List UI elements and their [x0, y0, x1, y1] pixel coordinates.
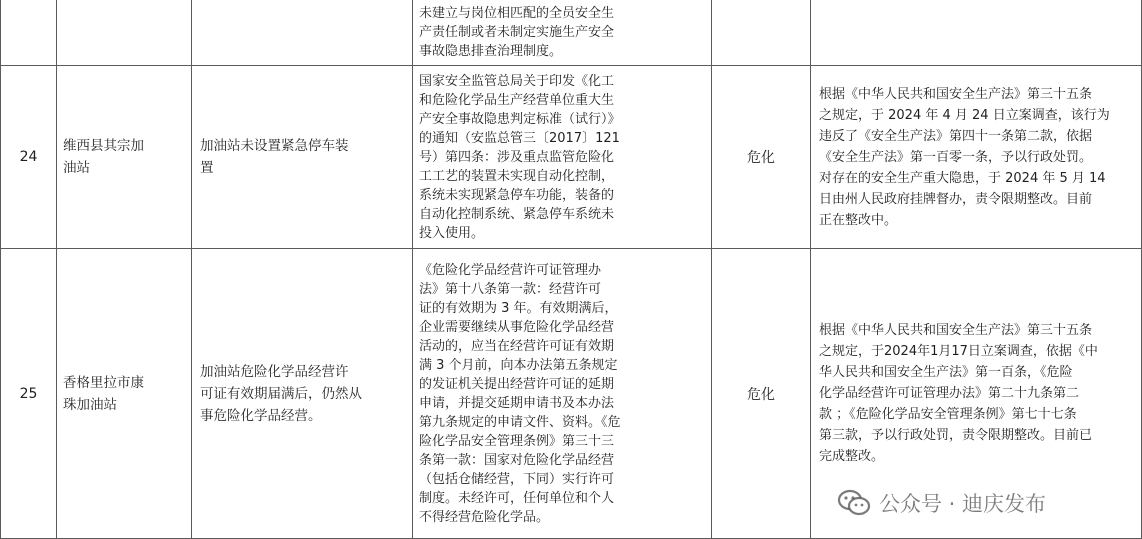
basis-line: 国家安全监管总局关于印发《化工 [419, 73, 615, 89]
basis-line: 投入使用。 [419, 225, 485, 241]
table-row [1, 0, 1142, 66]
unit-line: 香格里拉市康 [63, 374, 144, 391]
basis-line: 证的有效期为 3 年。有效期满后， [419, 300, 618, 316]
category-cell: 危化 [712, 66, 811, 249]
unit-line: 维西县其宗加 [63, 138, 144, 154]
penalty-line: 正在整改中。 [819, 212, 898, 228]
legal-basis-cell [413, 249, 712, 539]
issue-line: 事危险化学品经营。 [200, 407, 322, 424]
table-row [1, 66, 1142, 249]
legal-basis-cell [413, 66, 712, 249]
penalty-line: 根据《中华人民共和国安全生产法》第三十五条 [819, 323, 1093, 338]
basis-line: 条第一款：国家对危险化学品经营 [419, 452, 615, 468]
row-number-cell [1, 0, 57, 66]
basis-line: 系统未实现紧急停车功能，装备的 [419, 187, 615, 203]
penalty-line: 完成整改。 [819, 449, 885, 464]
unit-line: 珠加油站 [63, 396, 117, 413]
basis-line: （包括仓储经营，下同）实行许可 [419, 471, 615, 487]
basis-line: 产责任制或者未制定实施生产安全 [419, 24, 615, 40]
penalty-line: 之规定，于 2024 年 4 月 24 日立案调查，该行为 [819, 107, 1110, 123]
basis-line: 申请，并提交延期申请书及本办法 [419, 395, 615, 411]
penalty-line: 华人民共和国安全生产法》第一百条，《危险 [819, 365, 1073, 380]
row-number-cell: 25 [1, 249, 57, 539]
penalty-line: 《安全生产法》第一百零一条，予以行政处罚。 [819, 149, 1093, 165]
basis-line: 工工艺的装置未实现自动化控制， [419, 168, 615, 184]
basis-line: 第九条规定的申请文件、资料。《危 [419, 414, 621, 430]
penalty-line: 日由州人民政府挂牌督办，责令限期整改。目前 [819, 191, 1093, 207]
issue-line: 置 [200, 160, 214, 176]
penalty-cell [811, 0, 1142, 66]
basis-line: 号）第四条：涉及重点监管危险化 [419, 149, 615, 165]
unit-name-cell [57, 249, 192, 539]
penalty-line: 对存在的安全生产重大隐患，于 2024 年 5 月 14 [819, 170, 1106, 186]
basis-line: 险化学品安全管理条例》第三十三 [419, 433, 615, 449]
basis-line: 产安全事故隐患判定标准（试行）》 [419, 111, 621, 127]
issue-line: 加油站未设置紧急停车装 [200, 138, 349, 154]
basis-line: 制度。未经许可，任何单位和个人 [419, 490, 615, 506]
basis-line: 的发证机关提出经营许可证的延期 [419, 376, 615, 392]
basis-line: 活动的，应当在经营许可证有效期 [419, 338, 615, 354]
issue-cell [192, 0, 413, 66]
basis-line: 自动化控制系统、紧急停车系统未 [419, 206, 615, 222]
penalty-line: 违反了《安全生产法》第四十一条第二款，依据 [819, 128, 1093, 144]
watermark [837, 488, 1046, 518]
wechat-icon [837, 489, 871, 517]
penalty-line: 之规定，于2024年1月17日立案调查，依据《中 [819, 344, 1098, 359]
basis-line: 企业需要继续从事危险化学品经营 [419, 319, 615, 335]
category-cell [712, 0, 811, 66]
issue-line: 加油站危险化学品经营许 [200, 363, 349, 380]
issue-cell [192, 66, 413, 249]
issue-line: 可证有效期届满后，仍然从 [200, 385, 362, 402]
unit-name-cell [57, 0, 192, 66]
basis-line: 《危险化学品经营许可证管理办 [419, 262, 602, 278]
penalty-cell [811, 66, 1142, 249]
basis-line: 法》第十八条第一款：经营许可 [419, 281, 602, 297]
category-cell: 危化 [712, 249, 811, 539]
legal-basis-cell [413, 0, 712, 66]
basis-line: 不得经营危险化学品。 [419, 509, 550, 525]
penalty-line: 款 ；《危险化学品安全管理条例》第七十七条 [819, 407, 1077, 422]
unit-name-cell [57, 66, 192, 249]
issue-cell [192, 249, 413, 539]
watermark-text: 公众号 · 迪庆发布 [878, 492, 1046, 516]
basis-line: 未建立与岗位相匹配的全员安全生 [419, 5, 615, 21]
basis-line: 的通知（安监总管三〔2017〕121 [419, 130, 620, 146]
basis-line: 事故隐患排查治理制度。 [419, 43, 563, 59]
penalty-line: 化学品经营许可证管理办法》第二十九条第二 [819, 386, 1080, 401]
row-number-cell: 24 [1, 66, 57, 249]
unit-line: 油站 [63, 160, 90, 176]
basis-line: 和危险化学品生产经营单位重大生 [419, 92, 615, 108]
basis-line: 满 3 个月前，向本办法第五条规定 [419, 357, 618, 373]
penalty-line: 第三款，予以行政处罚，责令限期整改。目前已 [819, 428, 1093, 443]
penalty-line: 根据《中华人民共和国安全生产法》第三十五条 [819, 86, 1093, 102]
